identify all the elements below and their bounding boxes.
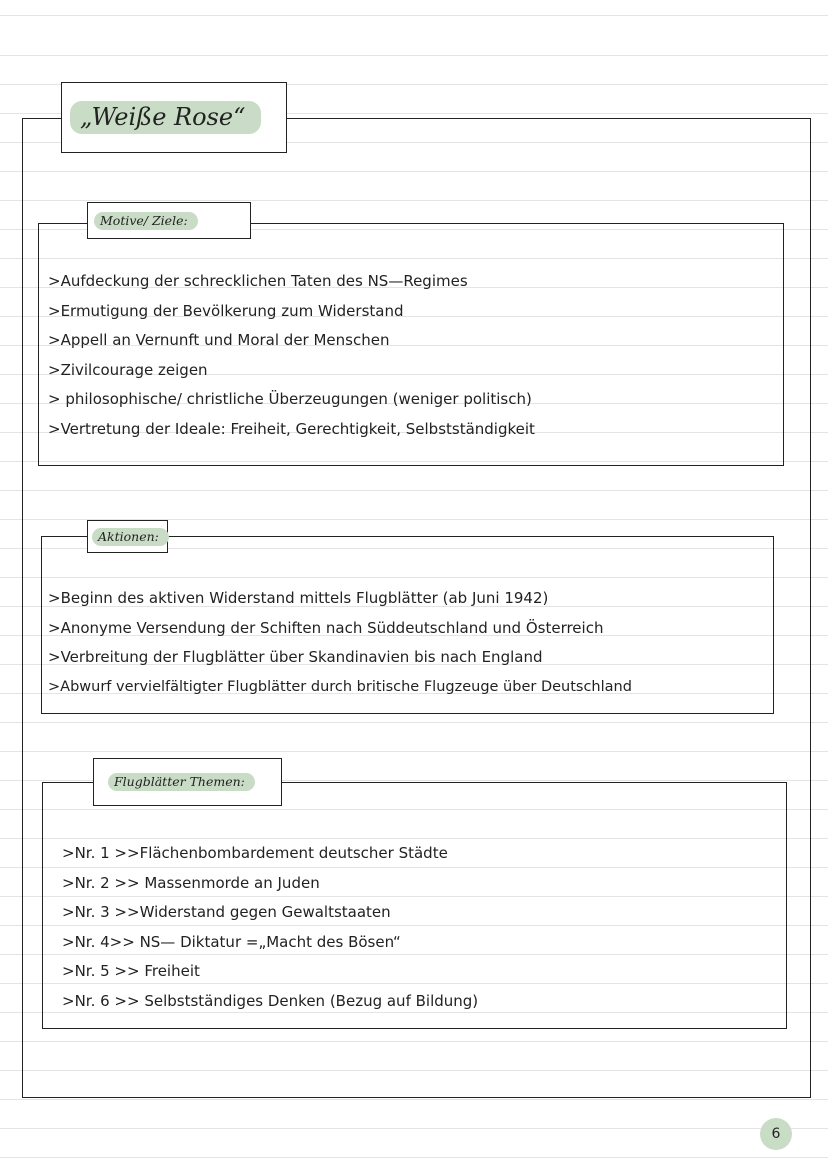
list-item: >Ermutigung der Bevölkerung zum Widerstand xyxy=(48,301,404,320)
list-item: >Nr. 5 >> Freiheit xyxy=(62,962,200,980)
list-item: >Nr. 4>> NS— Diktatur =„Macht des Bösen“ xyxy=(62,932,401,951)
section-themen-heading: Flugblätter Themen: xyxy=(108,773,255,791)
section-aktionen-heading-box xyxy=(87,520,168,553)
list-item: >Beginn des aktiven Widerstand mittels Flugblätter (ab Juni 1942) xyxy=(48,589,549,607)
section-aktionen-list xyxy=(48,584,632,702)
title-box xyxy=(61,82,287,153)
list-item: >Nr. 3 >>Widerstand gegen Gewaltstaaten xyxy=(62,903,391,921)
list-item: > philosophische/ christliche Überzeugungen (weniger politisch) xyxy=(48,390,532,408)
section-aktionen-heading: Aktionen: xyxy=(92,528,169,546)
section-themen-list xyxy=(62,839,478,1016)
list-item: >Zivilcourage zeigen xyxy=(48,360,208,379)
list-item: >Vertretung der Ideale: Freiheit, Gerechtigkeit, Selbstständigkeit xyxy=(48,419,535,438)
list-item: >Appell an Vernunft und Moral der Menschen xyxy=(48,331,390,349)
list-item: >Verbreitung der Flugblätter über Skandinavien bis nach England xyxy=(48,648,543,666)
list-item: >Anonyme Versendung der Schiften nach Süddeutschland und Österreich xyxy=(48,618,604,637)
list-item: >Abwurf vervielfältigter Flugblätter durch britische Flugzeuge über Deutschland xyxy=(48,678,632,695)
page-title: „Weiße Rose“ xyxy=(70,101,261,134)
section-motive-heading: Motive/ Ziele: xyxy=(94,212,198,230)
page-number: 6 xyxy=(760,1118,792,1150)
list-item: >Nr. 1 >>Flächenbombardement deutscher Städte xyxy=(62,844,448,862)
list-item: >Nr. 2 >> Massenmorde an Juden xyxy=(62,873,320,892)
section-motive-list xyxy=(48,267,535,444)
list-item: >Aufdeckung der schrecklichen Taten des NS—Regimes xyxy=(48,272,468,290)
list-item: >Nr. 6 >> Selbstständiges Denken (Bezug auf Bildung) xyxy=(62,991,479,1010)
section-motive-heading-box xyxy=(87,202,251,239)
section-themen-heading-box xyxy=(93,758,282,806)
